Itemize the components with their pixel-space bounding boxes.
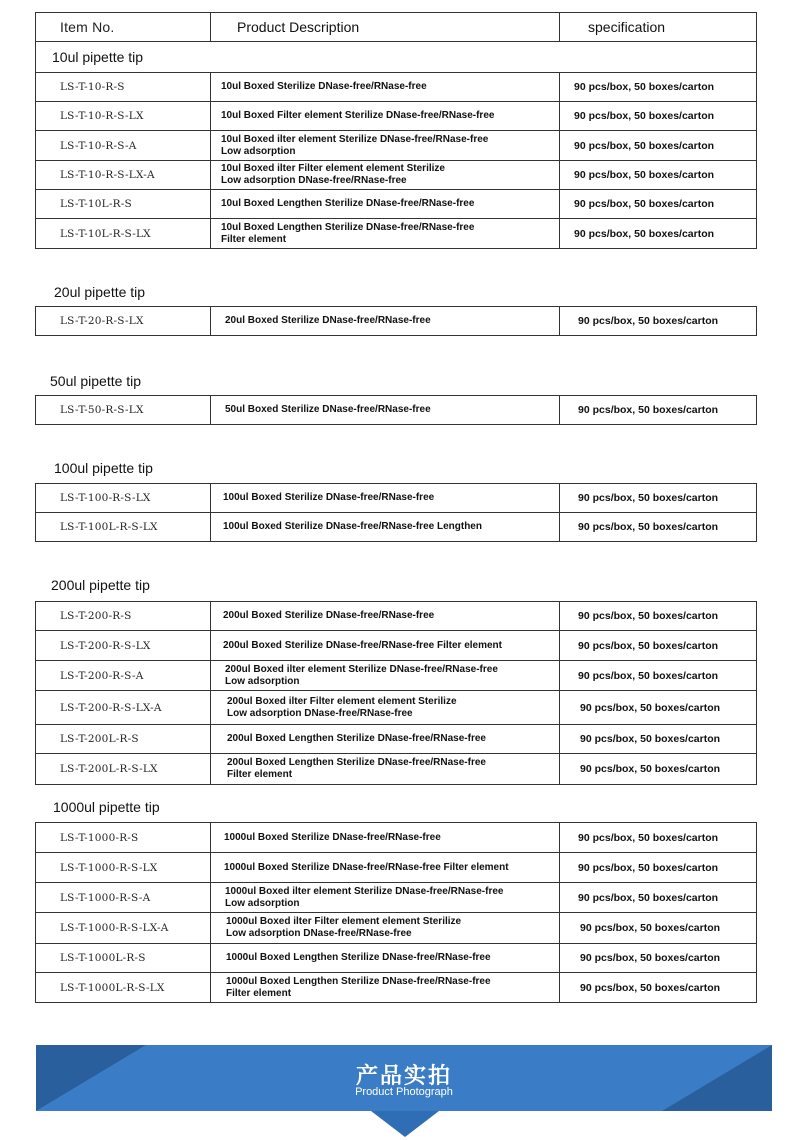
table-row bbox=[36, 396, 756, 425]
item-no: LS-T-1000-R-S-LX bbox=[36, 853, 211, 882]
specification: 90 pcs/box, 50 boxes/carton bbox=[578, 669, 719, 682]
section-title: 200ul pipette tip bbox=[51, 577, 150, 593]
table-row bbox=[36, 631, 756, 661]
description: 50ul Boxed Sterilize DNase-free/RNase-free bbox=[211, 396, 560, 424]
item-no: LS-T-10-R-S-LX bbox=[36, 102, 211, 130]
table-row bbox=[36, 691, 756, 725]
item-no: LS-T-200-R-S-LX bbox=[36, 631, 211, 660]
table-row bbox=[36, 661, 756, 691]
description: 200ul Boxed Lengthen Sterilize DNase-free/RNase-free Filter element bbox=[211, 754, 560, 784]
description: 1000ul Boxed Lengthen Sterilize DNase-free/RNase-free Filter element bbox=[211, 973, 560, 1002]
item-no: LS-T-50-R-S-LX bbox=[36, 396, 211, 424]
description: 200ul Boxed Sterilize DNase-free/RNase-free bbox=[211, 602, 560, 630]
specification: 90 pcs/box, 50 boxes/carton bbox=[578, 831, 719, 844]
item-no: LS-T-20-R-S-LX bbox=[36, 307, 211, 335]
specification: 90 pcs/box, 50 boxes/carton bbox=[578, 492, 719, 504]
item-no: LS-T-200-R-S-A bbox=[36, 661, 211, 690]
table-row bbox=[36, 190, 756, 219]
section-title: 100ul pipette tip bbox=[54, 460, 153, 476]
description: 200ul Boxed ilter element Sterilize DNase-free/RNase-free Low adsorption bbox=[211, 661, 560, 690]
description: 200ul Boxed ilter Filter element element Sterilize Low adsorption DNase-free/RNase-free bbox=[211, 691, 560, 724]
specification: 90 pcs/box, 50 boxes/carton bbox=[578, 610, 719, 622]
specification: 90 pcs/box, 50 boxes/carton bbox=[574, 227, 715, 240]
item-no: LS-T-200-R-S-LX-A bbox=[36, 691, 211, 724]
table-10ul bbox=[35, 12, 757, 249]
table-row bbox=[36, 484, 756, 513]
header-item-no: Item No. bbox=[36, 13, 211, 41]
specification: 90 pcs/box, 50 boxes/carton bbox=[580, 701, 721, 714]
table-50ul bbox=[35, 395, 757, 425]
item-no: LS-T-10L-R-S-LX bbox=[36, 219, 211, 248]
description: 200ul Boxed Lengthen Sterilize DNase-free/RNase-free bbox=[211, 725, 560, 753]
description: 10ul Boxed Filter element Sterilize DNase-free/RNase-free bbox=[211, 102, 560, 130]
specification: 90 pcs/box, 50 boxes/carton bbox=[574, 139, 715, 152]
item-no: LS-T-10-R-S-LX-A bbox=[36, 161, 211, 189]
table-row bbox=[36, 913, 756, 944]
table-row bbox=[36, 102, 756, 131]
item-no: LS-T-10-R-S bbox=[36, 73, 211, 101]
description: 1000ul Boxed ilter Filter element element Sterilize Low adsorption DNase-free/RNase-free bbox=[211, 913, 560, 943]
specification: 90 pcs/box, 50 boxes/carton bbox=[574, 110, 715, 122]
banner-subtitle: Product Photograph bbox=[355, 1086, 453, 1098]
table-row bbox=[36, 602, 756, 631]
section-title: 10ul pipette tip bbox=[36, 42, 756, 73]
description: 10ul Boxed ilter Filter element element Sterilize Low adsorption DNase-free/RNase-free bbox=[211, 161, 560, 189]
section-title: 1000ul pipette tip bbox=[53, 799, 160, 815]
item-no: LS-T-100-R-S-LX bbox=[36, 484, 211, 512]
header-description: Product Description bbox=[211, 13, 560, 41]
specification: 90 pcs/box, 50 boxes/carton bbox=[580, 763, 721, 775]
table-row bbox=[36, 853, 756, 883]
description: 10ul Boxed Lengthen Sterilize DNase-free/RNase-free bbox=[211, 190, 560, 218]
table-1000ul bbox=[35, 822, 757, 1003]
item-no: LS-T-10L-R-S bbox=[36, 190, 211, 218]
specification: 90 pcs/box, 50 boxes/carton bbox=[578, 891, 719, 904]
item-no: LS-T-200L-R-S bbox=[36, 725, 211, 753]
table-row bbox=[36, 131, 756, 161]
table-row bbox=[36, 754, 756, 785]
header-specification: specification bbox=[588, 19, 666, 35]
description: 1000ul Boxed ilter element Sterilize DNase-free/RNase-free Low adsorption bbox=[211, 883, 560, 912]
specification: 90 pcs/box, 50 boxes/carton bbox=[580, 981, 721, 994]
table-row bbox=[36, 73, 756, 102]
item-no: LS-T-100L-R-S-LX bbox=[36, 513, 211, 541]
table-row bbox=[36, 973, 756, 1003]
specification: 90 pcs/box, 50 boxes/carton bbox=[578, 315, 719, 327]
description: 10ul Boxed ilter element Sterilize DNase-free/RNase-free Low adsorption bbox=[211, 131, 560, 160]
table-row bbox=[36, 944, 756, 973]
table-100ul bbox=[35, 483, 757, 542]
table-20ul bbox=[35, 306, 757, 336]
specification: 90 pcs/box, 50 boxes/carton bbox=[578, 639, 719, 652]
specification: 90 pcs/box, 50 boxes/carton bbox=[578, 861, 719, 874]
section-title: 20ul pipette tip bbox=[54, 284, 146, 300]
description: 1000ul Boxed Sterilize DNase-free/RNase-free bbox=[211, 823, 560, 852]
item-no: LS-T-1000L-R-S bbox=[36, 944, 211, 972]
specification: 90 pcs/box, 50 boxes/carton bbox=[574, 169, 715, 181]
specification: 90 pcs/box, 50 boxes/carton bbox=[578, 521, 719, 533]
description: 100ul Boxed Sterilize DNase-free/RNase-free bbox=[211, 484, 560, 512]
item-no: LS-T-1000-R-S-A bbox=[36, 883, 211, 912]
description: 20ul Boxed Sterilize DNase-free/RNase-free bbox=[211, 307, 560, 335]
table-row bbox=[36, 307, 756, 336]
banner-title: 产品实拍 bbox=[355, 1063, 452, 1088]
table-200ul bbox=[35, 601, 757, 785]
description: 100ul Boxed Sterilize DNase-free/RNase-free Lengthen bbox=[211, 513, 560, 541]
table-header bbox=[36, 13, 756, 42]
table-row bbox=[36, 823, 756, 853]
section-title: 50ul pipette tip bbox=[50, 373, 142, 389]
item-no: LS-T-200-R-S bbox=[36, 602, 211, 630]
item-no: LS-T-1000-R-S bbox=[36, 823, 211, 852]
description: 200ul Boxed Sterilize DNase-free/RNase-free Filter element bbox=[211, 631, 560, 660]
item-no: LS-T-200L-R-S-LX bbox=[36, 754, 211, 784]
description: 10ul Boxed Lengthen Sterilize DNase-free/RNase-free Filter element bbox=[211, 219, 560, 248]
specification: 90 pcs/box, 50 boxes/carton bbox=[580, 733, 721, 745]
table-row bbox=[36, 725, 756, 754]
item-no: LS-T-1000-R-S-LX-A bbox=[36, 913, 211, 943]
product-photograph-banner bbox=[36, 1045, 772, 1111]
description: 1000ul Boxed Sterilize DNase-free/RNase-free Filter element bbox=[211, 853, 560, 882]
specification: 90 pcs/box, 50 boxes/carton bbox=[580, 952, 721, 964]
description: 10ul Boxed Sterilize DNase-free/RNase-free bbox=[211, 73, 560, 101]
specification: 90 pcs/box, 50 boxes/carton bbox=[574, 198, 715, 210]
specification: 90 pcs/box, 50 boxes/carton bbox=[578, 404, 719, 416]
specification: 90 pcs/box, 50 boxes/carton bbox=[574, 81, 715, 93]
chevron-down-icon bbox=[371, 1111, 439, 1137]
table-row bbox=[36, 161, 756, 190]
table-row bbox=[36, 219, 756, 249]
description: 1000ul Boxed Lengthen Sterilize DNase-free/RNase-free bbox=[211, 944, 560, 972]
item-no: LS-T-1000L-R-S-LX bbox=[36, 973, 211, 1002]
item-no: LS-T-10-R-S-A bbox=[36, 131, 211, 160]
table-row bbox=[36, 883, 756, 913]
specification: 90 pcs/box, 50 boxes/carton bbox=[580, 922, 721, 934]
table-row bbox=[36, 513, 756, 542]
